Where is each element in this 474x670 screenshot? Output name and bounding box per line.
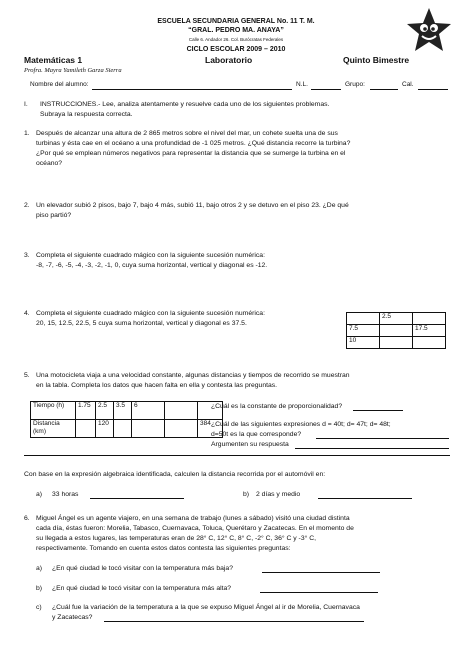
q6-a-label: a)	[36, 565, 43, 572]
q6-c-text-2: y Zacatecas?	[52, 614, 93, 621]
magic-cell[interactable]	[347, 313, 380, 325]
magic-cell[interactable]: 7.5	[347, 325, 380, 337]
q5-num: 5.	[24, 372, 30, 379]
q4-line-1: Completa el siguiente cuadrado mágico con la siguiente sucesión numérica:	[36, 310, 265, 317]
student-label: Nombre del alumno:	[30, 81, 89, 88]
nl-label: N.L.	[296, 81, 308, 88]
auto-a-label: a)	[36, 491, 43, 498]
table-cell[interactable]	[132, 420, 165, 438]
q5-argument-line-2[interactable]	[24, 455, 450, 456]
table-row	[31, 420, 223, 438]
instructions-line-2: Subraya la respuesta correcta.	[40, 111, 133, 118]
q1-line-1: Después de alcanzar una altura de 2 865 metros sobre el nivel del mar, un cohete suelta una de sus	[36, 130, 338, 137]
q1-line-2: turbinas y ésta cae en el océano a una profundidad de -1 025 metros. ¿Qué distancia recorre la turbina?	[36, 140, 351, 147]
magic-cell[interactable]: 2.5	[380, 313, 413, 325]
table-header-time: Tiempo (h)	[31, 402, 76, 420]
q6-b-answer[interactable]	[260, 592, 378, 593]
school-motto: “GRAL. PEDRO MA. ANAYA”	[188, 27, 284, 34]
magic-square	[346, 312, 446, 349]
magic-cell[interactable]	[413, 337, 446, 349]
grade-label: Cal.	[402, 81, 414, 88]
magic-cell[interactable]	[380, 325, 413, 337]
nl-field[interactable]	[311, 89, 341, 90]
table-cell[interactable]	[165, 402, 198, 420]
magic-cell[interactable]: 17.5	[413, 325, 446, 337]
q1-line-4: océano?	[36, 160, 63, 167]
q6-b-label: b)	[36, 585, 43, 592]
q6-b-text: ¿En qué ciudad le tocó visitar con la temperatura más alta?	[52, 585, 232, 592]
q2-line-1: Un elevador subió 2 pisos, bajo 7, bajo 4 más, subió 11, bajo otros 2 y se detuvo en el piso 23. ¿De qué	[36, 202, 349, 209]
q5-question-b-line-2: d=50t es la que corresponde?	[211, 431, 302, 438]
subject: Matemáticas 1	[24, 55, 83, 65]
table-row	[31, 402, 223, 420]
q4-line-2: 20, 15, 12.5, 22.5, 5 cuya suma horizontal, vertical y diagonal es 37.5.	[36, 320, 247, 327]
table-cell[interactable]: 2.5	[96, 402, 114, 420]
table-cell[interactable]: 120	[96, 420, 114, 438]
q5-argument-label: Argumenten su respuesta	[211, 441, 289, 448]
instructions-num: I.	[24, 101, 28, 108]
student-name-field[interactable]	[92, 89, 292, 90]
table-cell[interactable]	[114, 420, 132, 438]
q5-argument-line-1[interactable]	[295, 448, 449, 449]
star-mascot-logo	[405, 6, 453, 54]
q5-answer-a[interactable]	[353, 410, 403, 411]
q6-a-text: ¿En qué ciudad le tocó visitar con la temperatura más baja?	[52, 565, 233, 572]
period: Quinto Bimestre	[343, 55, 410, 65]
auto-intro: Con base en la expresión algebraica identificada, calculen la distancia recorrida por el automóvil en:	[24, 471, 326, 478]
q2-num: 2.	[24, 202, 30, 209]
q5-line-2: en la tabla. Completa los datos que hacen falta en ella y contesta las preguntas.	[36, 382, 278, 389]
q5-question-a: ¿Cuál es la constante de proporcionalidad?	[211, 403, 343, 410]
q3-line-2: -8, -7, -6, -5, -4, -3, -2, -1, 0, cuya suma horizontal, vertical y diagonal es -12.	[36, 262, 268, 269]
table-cell[interactable]: 384	[198, 420, 223, 438]
table-cell[interactable]	[165, 420, 198, 438]
school-address: Calle 6. Andador 26. Col. Burócratas Federales	[188, 37, 284, 42]
q6-line-3: su llegada a estos lugares, las temperaturas eran de 28° C, 12° C, 8° C, -2° C, 36° C y -3° C,	[36, 535, 317, 542]
teacher-name: Profra. Mayra Yamileth Garza Sierra	[24, 67, 122, 74]
school-name: ESCUELA SECUNDARIA GENERAL No. 11 T. M.	[157, 18, 315, 25]
q1-num: 1.	[24, 130, 30, 137]
q6-c-text-1: ¿Cuál fue la variación de la temperatura a la que se expuso Miguel Ángel al ir de Morelia, Cuernavaca	[52, 604, 360, 611]
magic-cell[interactable]: 10	[347, 337, 380, 349]
group-field[interactable]	[370, 89, 398, 90]
q3-line-1: Completa el siguiente cuadrado mágico con la siguiente sucesión numérica:	[36, 252, 265, 259]
q1-line-3: ¿Por qué se emplean números negativos para representar la distancia que se sumerge la turbina en el	[36, 150, 346, 157]
table-header-distance: Distancia (km)	[31, 420, 76, 438]
q2-line-2: piso partió?	[36, 212, 72, 219]
table-cell[interactable]	[76, 420, 96, 438]
magic-cell[interactable]	[380, 337, 413, 349]
q6-num: 6.	[24, 515, 30, 522]
grade-field[interactable]	[418, 89, 448, 90]
table-cell[interactable]: 6	[132, 402, 165, 420]
auto-a-answer[interactable]	[90, 498, 184, 499]
q5-question-b-line-1: ¿Cuál de las siguientes expresiones d = 40t; d= 47t; d= 48t;	[211, 421, 391, 428]
q6-line-4: respectivamente. Tomando en cuenta estos datos contesta las siguientes preguntas:	[36, 545, 291, 552]
q6-line-1: Miguel Ángel es un agente viajero, en una semana de trabajo (lunes a sábado) visitó una ciudad distinta	[36, 515, 350, 522]
auto-a-text: 33 horas	[52, 491, 79, 498]
q6-line-2: cada día, éstas fueron: Morelia, Tabasco, Cuernavaca, Toluca, Querétaro y Zacatecas. En el momento de	[36, 525, 354, 532]
auto-b-text: 2 días y medio	[256, 491, 301, 498]
auto-b-answer[interactable]	[318, 498, 412, 499]
group-label: Grupo:	[345, 81, 365, 88]
table-cell[interactable]: 1.75	[76, 402, 96, 420]
table-cell[interactable]: 3.5	[114, 402, 132, 420]
q6-c-answer[interactable]	[104, 621, 364, 622]
auto-b-label: b)	[243, 491, 250, 498]
speed-table	[30, 401, 223, 438]
q5-line-1: Una motocicleta viaja a una velocidad constante, algunas distancias y tiempos de recorrido se muestran	[36, 372, 350, 379]
magic-cell[interactable]	[413, 313, 446, 325]
lab-type: Laboratorio	[205, 55, 253, 65]
q5-answer-b[interactable]	[316, 438, 449, 439]
q3-num: 3.	[24, 252, 30, 259]
school-cycle: CICLO ESCOLAR 2009 – 2010	[186, 46, 286, 53]
q6-a-answer[interactable]	[262, 572, 380, 573]
q4-num: 4.	[24, 310, 30, 317]
instructions-line-1: INSTRUCCIONES.- Lee, analiza atentamente y resuelve cada uno de los siguientes problemas.	[40, 101, 330, 108]
q6-c-label: c)	[36, 604, 42, 611]
